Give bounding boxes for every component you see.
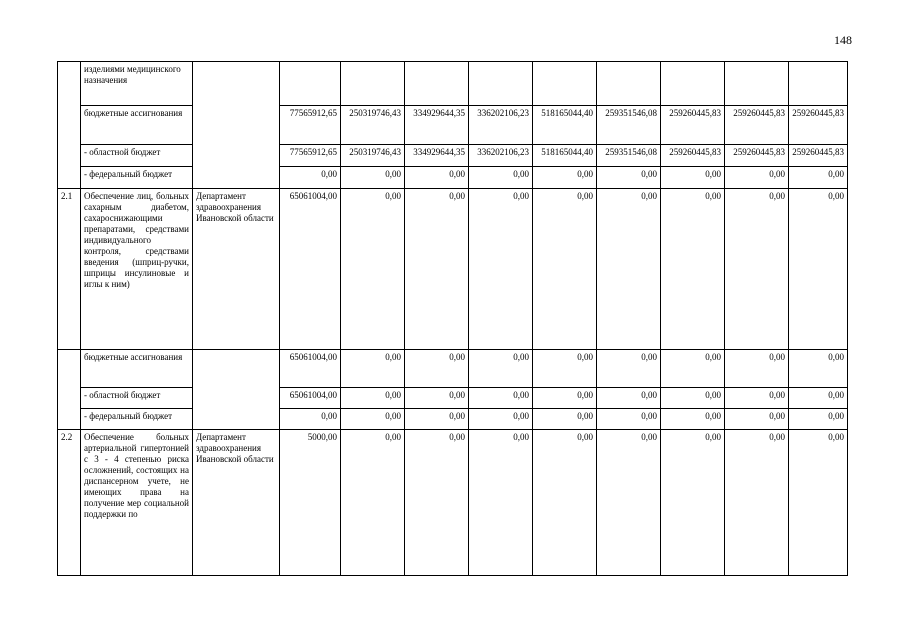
amount-cell: 0,00 xyxy=(533,189,597,350)
item-name-cell: бюджетные ассигнования xyxy=(81,106,193,145)
page-number: 148 xyxy=(834,33,852,47)
executor-cell xyxy=(193,350,280,430)
amount-cell: 0,00 xyxy=(405,430,469,576)
amount-cell: 0,00 xyxy=(405,388,469,409)
amount-cell: 0,00 xyxy=(405,167,469,189)
amount-cell: 0,00 xyxy=(725,189,789,350)
amount-cell: 0,00 xyxy=(341,189,405,350)
amount-cell: 0,00 xyxy=(661,430,725,576)
table-row xyxy=(58,145,848,167)
amount-cell: 259260445,83 xyxy=(661,145,725,167)
amount-cell: 0,00 xyxy=(725,430,789,576)
amount-cell: 0,00 xyxy=(789,388,848,409)
amount-cell: 518165044,40 xyxy=(533,106,597,145)
amount-cell: 65061004,00 xyxy=(280,189,341,350)
amount-cell: 250319746,43 xyxy=(341,106,405,145)
item-name-cell: Обеспечение лиц, больных сахарным диабетом, сахароснижающими препаратами, средствами индивидуального контроля, средствами введения (шприц-ручки, шприцы инсулиновые и иглы к ним) xyxy=(81,189,193,350)
amount-cell: 0,00 xyxy=(533,388,597,409)
amount-cell: 0,00 xyxy=(469,430,533,576)
amount-cell: 250319746,43 xyxy=(341,145,405,167)
table-row xyxy=(58,106,848,145)
amount-cell: 0,00 xyxy=(789,409,848,430)
amount-cell: 65061004,00 xyxy=(280,350,341,388)
table-row xyxy=(58,189,848,350)
row-number-cell: 2.2 xyxy=(58,430,81,576)
executor-cell: Департамент здравоохранения Ивановской области xyxy=(193,189,280,350)
amount-cell: 259260445,83 xyxy=(789,106,848,145)
amount-cell: 0,00 xyxy=(597,430,661,576)
item-name-cell: - областной бюджет xyxy=(81,145,193,167)
executor-cell xyxy=(193,62,280,189)
amount-cell: 0,00 xyxy=(661,409,725,430)
amount-cell: 0,00 xyxy=(533,167,597,189)
amount-cell: 0,00 xyxy=(597,409,661,430)
amount-cell: 0,00 xyxy=(341,167,405,189)
amount-cell: 0,00 xyxy=(405,409,469,430)
item-name-cell: - федеральный бюджет xyxy=(81,167,193,189)
table-row xyxy=(58,62,848,106)
item-name-cell: - областной бюджет xyxy=(81,388,193,409)
amount-cell: 0,00 xyxy=(789,167,848,189)
item-name-cell: изделиями медицинского назначения xyxy=(81,62,193,106)
row-number-cell xyxy=(58,350,81,430)
executor-cell: Департамент здравоохранения Ивановской области xyxy=(193,430,280,576)
row-number-cell: 2.1 xyxy=(58,189,81,350)
amount-cell: 0,00 xyxy=(597,189,661,350)
amount-cell: 0,00 xyxy=(341,430,405,576)
amount-cell: 0,00 xyxy=(469,167,533,189)
amount-cell: 259260445,83 xyxy=(725,145,789,167)
amount-cell: 77565912,65 xyxy=(280,106,341,145)
amount-cell xyxy=(341,62,405,106)
amount-cell: 0,00 xyxy=(725,167,789,189)
table-row xyxy=(58,167,848,189)
budget-table xyxy=(57,61,848,576)
row-number-cell xyxy=(58,62,81,189)
item-name-cell: бюджетные ассигнования xyxy=(81,350,193,388)
amount-cell: 0,00 xyxy=(661,189,725,350)
amount-cell xyxy=(789,62,848,106)
amount-cell: 0,00 xyxy=(405,189,469,350)
table-row xyxy=(58,430,848,576)
amount-cell: 334929644,35 xyxy=(405,145,469,167)
table-row xyxy=(58,350,848,388)
amount-cell: 0,00 xyxy=(280,167,341,189)
amount-cell: 259260445,83 xyxy=(661,106,725,145)
amount-cell: 0,00 xyxy=(661,167,725,189)
amount-cell xyxy=(597,62,661,106)
amount-cell: 259260445,83 xyxy=(789,145,848,167)
amount-cell xyxy=(725,62,789,106)
item-name-cell: Обеспечение больных артериальной гипертонией с 3 - 4 степенью риска осложнений, состоящих на диспансерном учете, не имеющих права на получение мер социальной поддержки по xyxy=(81,430,193,576)
amount-cell: 259260445,83 xyxy=(725,106,789,145)
amount-cell: 0,00 xyxy=(533,430,597,576)
amount-cell: 259351546,08 xyxy=(597,106,661,145)
amount-cell: 0,00 xyxy=(661,388,725,409)
item-name-cell: - федеральный бюджет xyxy=(81,409,193,430)
amount-cell: 0,00 xyxy=(789,350,848,388)
amount-cell: 259351546,08 xyxy=(597,145,661,167)
amount-cell xyxy=(469,62,533,106)
amount-cell xyxy=(661,62,725,106)
amount-cell: 0,00 xyxy=(789,189,848,350)
amount-cell: 0,00 xyxy=(280,409,341,430)
amount-cell: 0,00 xyxy=(469,350,533,388)
amount-cell: 0,00 xyxy=(597,167,661,189)
amount-cell: 0,00 xyxy=(533,350,597,388)
amount-cell: 334929644,35 xyxy=(405,106,469,145)
amount-cell: 0,00 xyxy=(789,430,848,576)
amount-cell xyxy=(533,62,597,106)
amount-cell: 518165044,40 xyxy=(533,145,597,167)
table-row xyxy=(58,388,848,409)
amount-cell: 0,00 xyxy=(341,409,405,430)
amount-cell: 65061004,00 xyxy=(280,388,341,409)
amount-cell: 77565912,65 xyxy=(280,145,341,167)
amount-cell: 0,00 xyxy=(405,350,469,388)
amount-cell: 0,00 xyxy=(469,409,533,430)
amount-cell: 0,00 xyxy=(661,350,725,388)
amount-cell: 0,00 xyxy=(597,350,661,388)
amount-cell: 0,00 xyxy=(597,388,661,409)
amount-cell: 336202106,23 xyxy=(469,145,533,167)
amount-cell: 5000,00 xyxy=(280,430,341,576)
amount-cell: 0,00 xyxy=(725,388,789,409)
amount-cell xyxy=(405,62,469,106)
amount-cell: 0,00 xyxy=(725,409,789,430)
amount-cell: 0,00 xyxy=(469,189,533,350)
amount-cell xyxy=(280,62,341,106)
amount-cell: 0,00 xyxy=(341,350,405,388)
amount-cell: 0,00 xyxy=(725,350,789,388)
amount-cell: 0,00 xyxy=(469,388,533,409)
amount-cell: 0,00 xyxy=(533,409,597,430)
amount-cell: 336202106,23 xyxy=(469,106,533,145)
table-row xyxy=(58,409,848,430)
amount-cell: 0,00 xyxy=(341,388,405,409)
